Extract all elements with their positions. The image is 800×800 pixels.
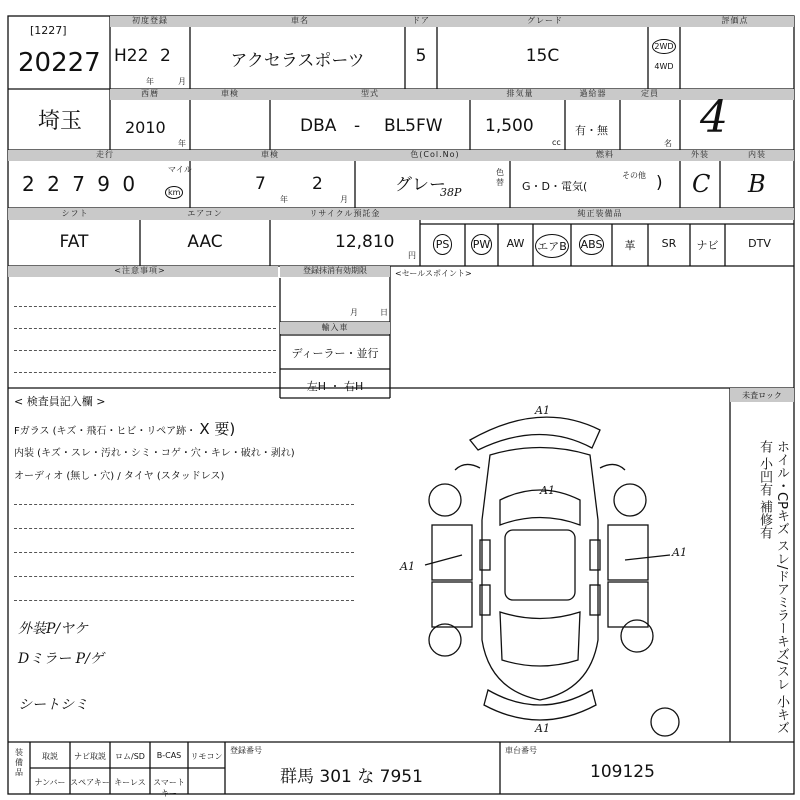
reg-year-unit: 年 <box>146 77 154 86</box>
col-title-inspect: 車検 <box>200 89 260 99</box>
equip-pw-label: PW <box>471 234 493 255</box>
damage-code-right: A1 <box>672 546 687 559</box>
col-title-aircon: エアコン <box>160 209 250 219</box>
equip-plate: ナンバー <box>34 778 66 787</box>
reg-year: H22 <box>114 46 149 66</box>
equip-rom-sd: ロム/SD <box>115 752 145 761</box>
model-year-unit: 年 <box>178 139 186 148</box>
model-year: 2010 <box>125 118 166 137</box>
equipment-side-label: 装備品 <box>15 748 23 777</box>
hand-note-2: Dミラー P/ゲ <box>18 651 104 667</box>
equip-bcas: B-CAS <box>156 751 182 760</box>
reg-expiry-title: 登録抹消有効期限 <box>283 266 387 276</box>
equip-abs-label: ABS <box>579 234 605 255</box>
right-col-text: ホイル・CPキズ スレ/ドアミラーキズ/スレ 小キズ有 小凹有 補修有 <box>757 440 789 734</box>
equip-sr: SR <box>661 237 677 250</box>
note-line <box>14 306 276 307</box>
equip-navi-manual: ナビ取説 <box>74 752 106 761</box>
capacity-unit: 名 <box>664 139 672 148</box>
type-dash: - <box>354 116 361 136</box>
expiry-day-unit: 日 <box>380 308 388 317</box>
type-prefix: DBA <box>300 116 337 136</box>
score-value: 4 <box>700 92 728 143</box>
reg-no-title: 登録番号 <box>230 746 262 755</box>
equip-smart-key: スマートキー <box>153 778 185 798</box>
col-title-first-reg: 初度登録 <box>115 16 185 26</box>
glass-line <box>14 418 235 439</box>
equip-spare-key: スペアキー <box>70 778 110 787</box>
lot-label: [1227] <box>30 24 67 37</box>
reg-month-unit: 月 <box>178 77 186 86</box>
drive-4wd: 4WD <box>654 62 674 71</box>
equip-abs <box>571 234 612 255</box>
reg-month: 2 <box>160 46 171 66</box>
mileage <box>22 172 135 196</box>
col-title-color: 色(Col.No) <box>380 150 490 160</box>
inspection-month: 2 <box>312 174 323 194</box>
color: グレー <box>395 175 446 195</box>
equip-keyless: キーレス <box>114 778 146 787</box>
col-title-turbo: 過給器 <box>568 89 618 99</box>
equip-aw: AW <box>506 237 525 250</box>
col-title-doors: ドア <box>407 16 435 26</box>
equip-navi: ナビ <box>696 239 719 252</box>
prefecture: 埼玉 <box>38 109 83 134</box>
inspector-line <box>14 504 354 505</box>
inspection-month-unit: 月 <box>340 195 348 204</box>
color-no: 38P <box>440 186 462 199</box>
col-title-mileage: 走行 <box>60 150 150 160</box>
glass-text: Fガラス (キズ・飛石・ヒビ・リペア跡・ <box>14 426 197 437</box>
grade: 15C <box>525 46 560 66</box>
col-title-score: 評価点 <box>690 16 780 26</box>
note-line <box>14 372 276 373</box>
equip-manual: 取説 <box>42 752 58 761</box>
equip-ps-label: PS <box>433 234 453 255</box>
chassis-title: 車台番号 <box>505 746 537 755</box>
mileage-digit: 7 <box>72 172 85 196</box>
mileage-alt-unit: マイル <box>168 165 192 174</box>
col-title-recycle: リサイクル預託金 <box>290 209 400 219</box>
inspector-title: < 検査員記入欄 > <box>14 395 106 408</box>
drive-2wd: 2WD <box>652 39 675 54</box>
fuel-other: その他 <box>622 171 646 180</box>
mileage-unit <box>165 180 183 199</box>
aircon: AAC <box>187 232 223 252</box>
inspection-year-unit: 年 <box>280 195 288 204</box>
damage-code-front: A1 <box>535 404 550 417</box>
equip-airbag <box>533 234 571 258</box>
equip-leather: 革 <box>624 239 636 252</box>
shift: FAT <box>59 232 89 252</box>
col-title-grade: グレード <box>500 16 590 26</box>
notes-title: <注意事項> <box>60 266 220 276</box>
col-title-inspection: 車検 <box>240 150 300 160</box>
drive-type <box>650 34 678 73</box>
equip-remote: リモコン <box>190 752 223 761</box>
col-title-exterior: 外装 <box>683 150 717 160</box>
interior-grade: B <box>748 170 766 198</box>
col-title-displacement: 排気量 <box>480 89 560 99</box>
damage-code-hood: A1 <box>540 484 555 497</box>
import-title: 輸入車 <box>310 323 360 333</box>
type-code: BL5FW <box>384 116 443 136</box>
interior-line: 内装 (キズ・スレ・汚れ・シミ・コゲ・穴・キレ・破れ・剥れ) <box>14 448 295 459</box>
inspection-year: 7 <box>255 174 266 194</box>
displacement: 1,500 <box>485 116 534 136</box>
displacement-unit: cc <box>552 138 561 147</box>
col-title-shift: シフト <box>30 209 120 219</box>
inspector-line <box>14 576 354 577</box>
col-title-interior: 内装 <box>725 150 789 160</box>
mileage-digit: 2 <box>47 172 60 196</box>
mileage-digit: 2 <box>22 172 35 196</box>
note-line <box>14 350 276 351</box>
col-title-model: 車名 <box>280 16 320 26</box>
expiry-month-unit: 月 <box>350 308 358 317</box>
col-title-equipment: 純正装備品 <box>520 209 680 219</box>
inspector-line <box>14 600 354 601</box>
sales-point-title: <セールスポイント> <box>395 269 472 278</box>
recycle-unit: 円 <box>408 251 416 260</box>
right-col-title: 未査ロック <box>742 391 782 400</box>
turbo: 有・無 <box>575 124 608 137</box>
hand-note-1: 外装P/ヤケ <box>18 621 89 637</box>
glass-mark: X 要) <box>199 420 236 438</box>
equip-airbag-label: エアB <box>535 234 569 258</box>
steering-side: 左H ・ 右H <box>306 380 364 393</box>
dealer-parallel: ディーラー・並行 <box>291 347 379 360</box>
mileage-unit-label: km <box>165 186 183 199</box>
fuel-close: ) <box>656 173 663 193</box>
mileage-digit: 0 <box>122 172 136 196</box>
audio-line: オーディオ (無し・穴) / タイヤ (スタッドレス) <box>14 471 225 482</box>
reg-no: 群馬 301 な 7951 <box>280 767 423 787</box>
col-title-type: 型式 <box>340 89 400 99</box>
equip-dtv: DTV <box>748 237 771 250</box>
recycle-fee: 12,810 <box>335 232 395 252</box>
damage-code-left: A1 <box>400 560 415 573</box>
inspector-line <box>14 552 354 553</box>
model-name: アクセラスポーツ <box>230 51 365 71</box>
inspector-line <box>14 528 354 529</box>
exterior-grade: C <box>692 170 711 198</box>
mileage-digit: 9 <box>97 172 111 196</box>
col-title-capacity: 定員 <box>625 89 675 99</box>
equip-ps <box>420 234 465 255</box>
color-change: 色替 <box>496 168 504 187</box>
doors: 5 <box>415 46 427 66</box>
note-line <box>14 328 276 329</box>
fuel: G・D・電気( <box>522 180 588 193</box>
lot-number: 20227 <box>18 48 101 78</box>
equip-pw <box>465 234 498 255</box>
damage-code-rear: A1 <box>535 722 550 735</box>
col-title-fuel: 燃料 <box>560 150 650 160</box>
hand-note-3: シートシミ <box>18 697 88 713</box>
col-title-year: 西暦 <box>115 89 185 99</box>
chassis-no: 109125 <box>590 762 655 782</box>
